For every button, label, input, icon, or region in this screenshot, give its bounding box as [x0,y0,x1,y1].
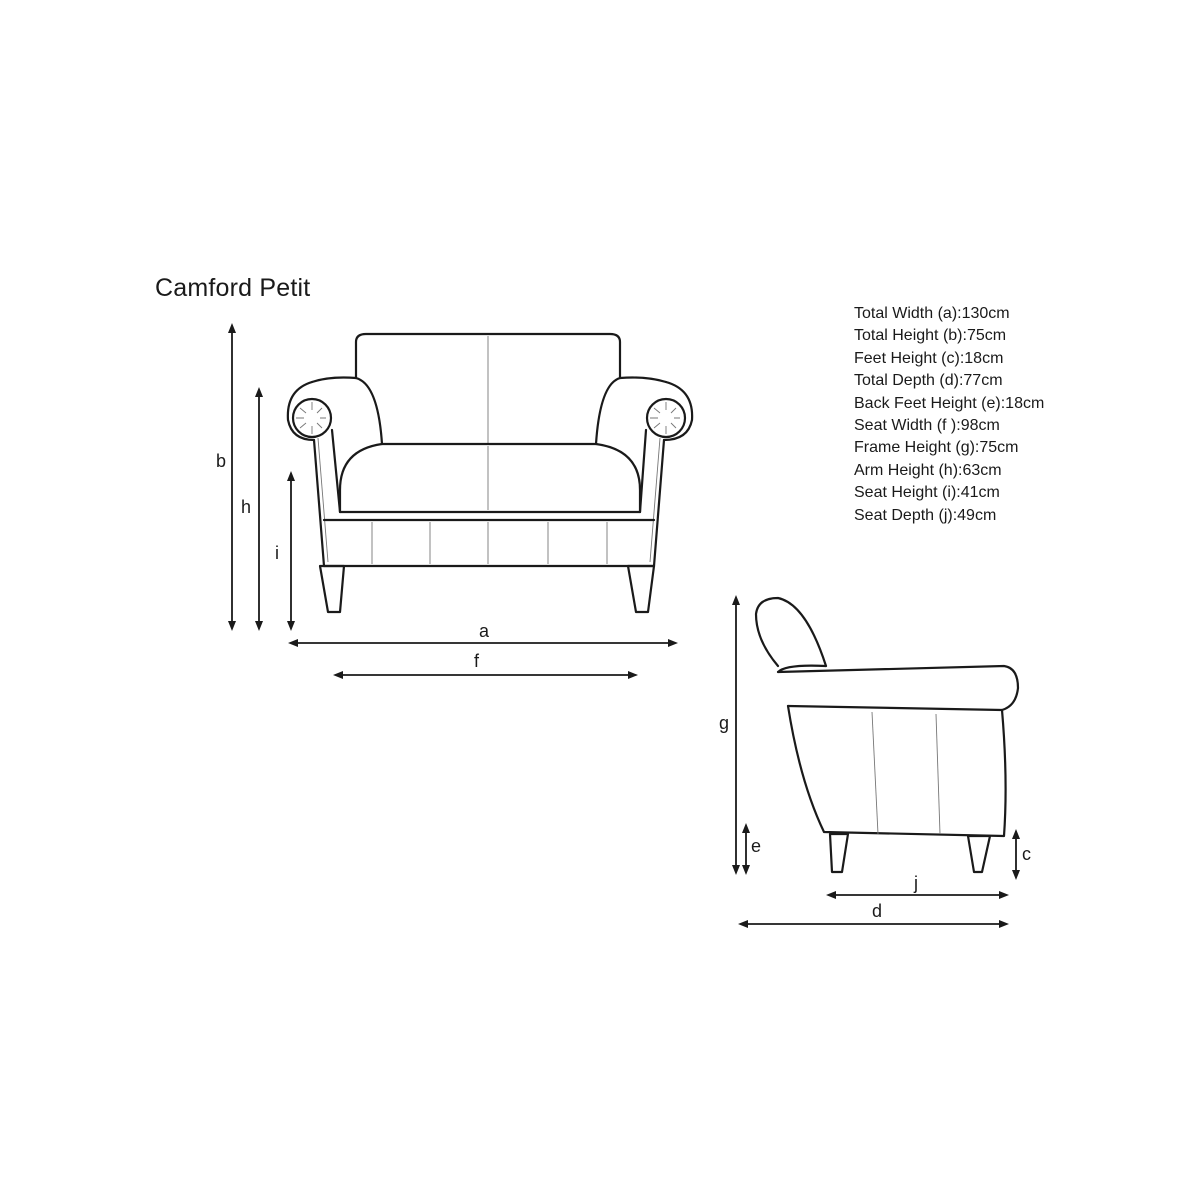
dimension-d [738,901,1009,928]
dimension-f [333,651,638,679]
spec-seat-height: Seat Height (i):41cm [854,484,1000,502]
product-title: Camford Petit [155,274,311,302]
dimension-label-a: a [479,621,490,641]
dimension-g [719,595,740,875]
dimension-e [742,823,761,875]
spec-total-width: Total Width (a):130cm [854,305,1010,322]
dimension-label-h: h [241,497,252,517]
dimension-b [216,323,236,631]
dimension-label-f: f [474,651,480,671]
spec-total-depth: Total Depth (d):77cm [854,372,1003,390]
spec-arm-height: Arm Height (h):63cm [854,461,1002,479]
spec-frame-height: Frame Height (g):75cm [854,439,1019,457]
spec-seat-width: Seat Width (f ):98cm [854,417,1000,435]
side-view-sofa [756,598,1018,872]
spec-back-feet-height: Back Feet Height (e):18cm [854,394,1045,412]
dimension-c [1012,829,1031,880]
spec-feet-height: Feet Height (c):18cm [854,349,1004,367]
dimension-label-c: c [1022,844,1031,864]
dimension-label-g: g [719,713,730,733]
dimension-label-j: j [914,873,918,893]
dimension-label-i: i [275,543,279,563]
dimension-a [288,621,678,647]
dimension-label-b: b [216,451,227,471]
front-view-sofa [288,334,692,612]
dimension-label-e: e [751,836,762,856]
dimension-h [241,387,263,631]
spec-total-height: Total Height (b):75cm [854,327,1007,345]
dimension-label-d: d [872,901,883,921]
spec-seat-depth: Seat Depth (j):49cm [854,506,997,524]
dimension-j [826,873,1009,899]
dimension-i [275,471,295,631]
